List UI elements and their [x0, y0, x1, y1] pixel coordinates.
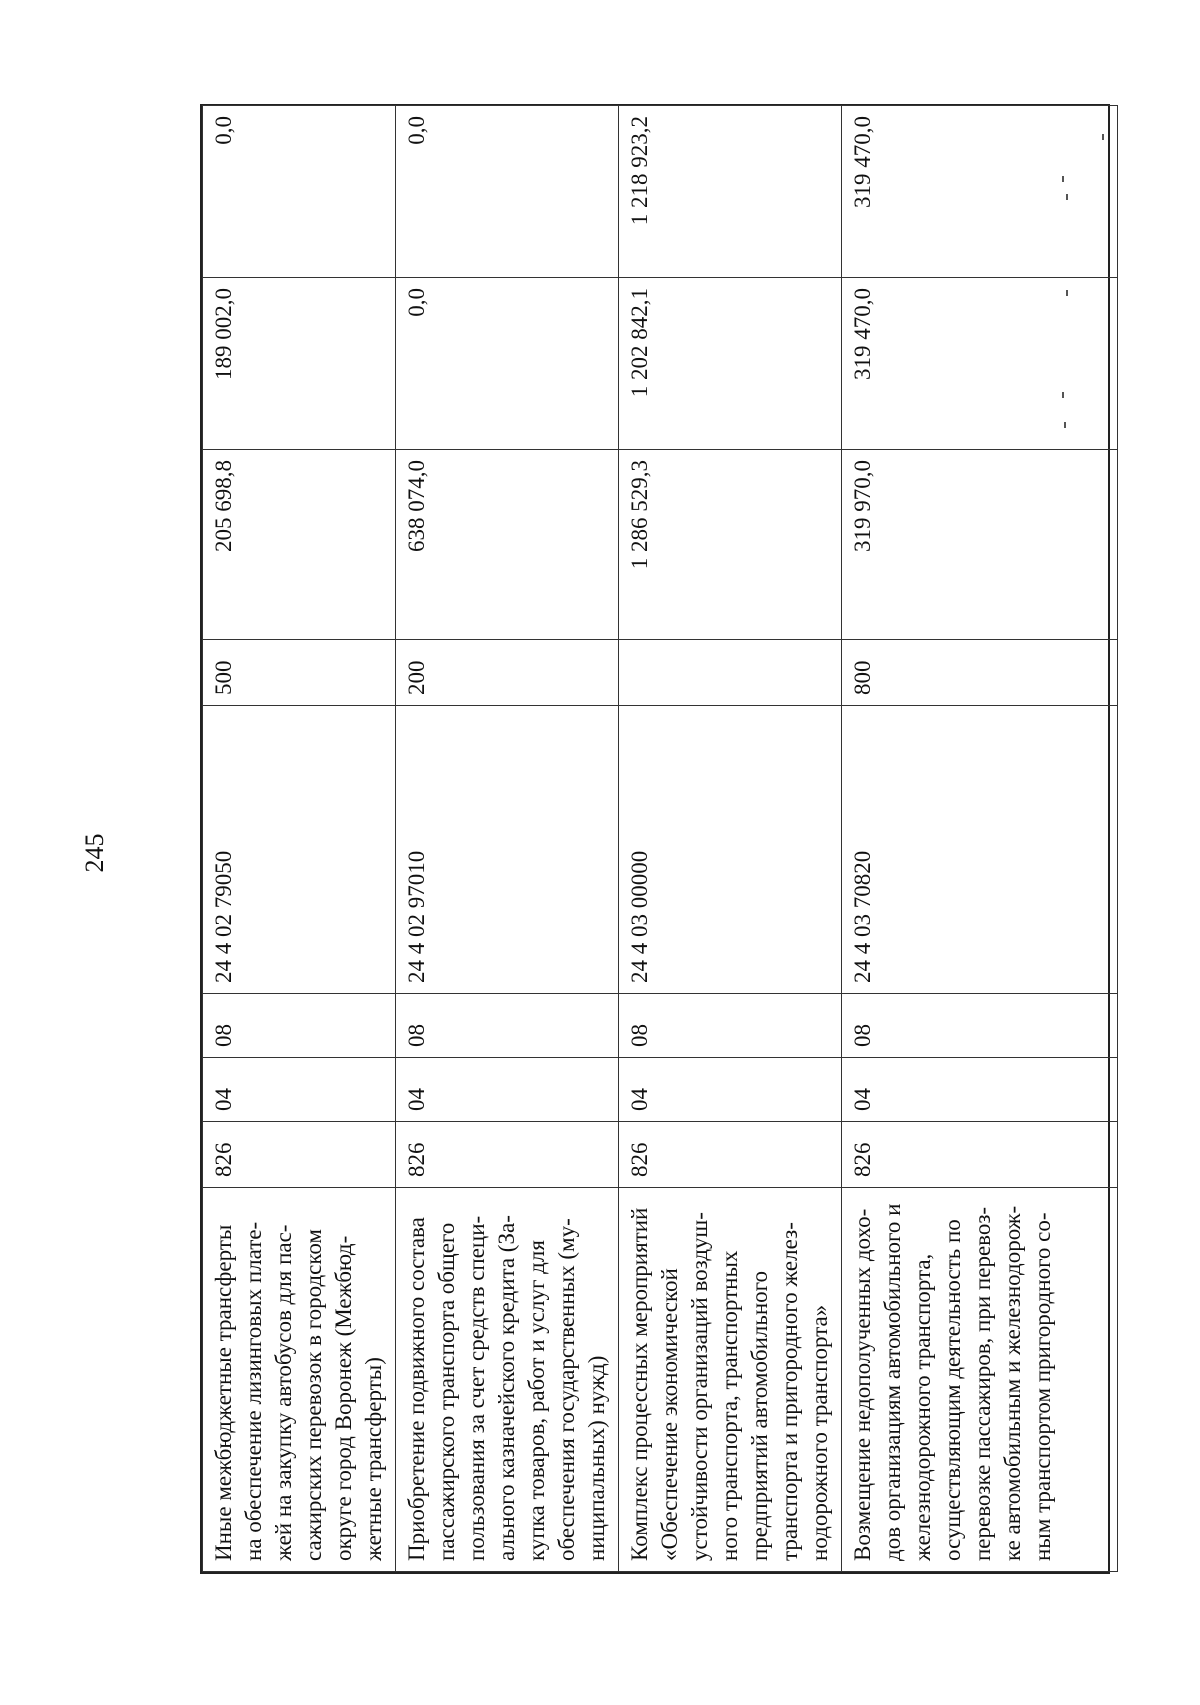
row-value-2: 319 470,0	[842, 278, 1118, 450]
row-value-1: 319 970,0	[842, 450, 1118, 640]
budget-table	[200, 104, 1110, 1574]
row-value-3: 1 218 923,2	[619, 106, 842, 278]
scan-speck	[1066, 194, 1068, 200]
row-rz-code: 04	[396, 1058, 619, 1122]
row-csr-code: 24 4 02 79050	[203, 706, 396, 994]
row-value-1: 1 286 529,3	[619, 450, 842, 640]
row-csr-code: 24 4 03 00000	[619, 706, 842, 994]
table-row	[842, 106, 1118, 1572]
row-pr-code: 08	[396, 994, 619, 1058]
table-row	[396, 106, 619, 1572]
row-name: Приобретение подвижного состава пассажирского транспорта общего пользования за счет средств специ-ального казначейского кредита (За-купка товаров, работ и услуг для обеспечения государственных (му-ниципальных) нужд)	[396, 1188, 619, 1572]
table-row	[203, 106, 396, 1572]
row-value-3: 0,0	[396, 106, 619, 278]
row-rz-code: 04	[619, 1058, 842, 1122]
table-row	[619, 106, 842, 1572]
row-value-2: 189 002,0	[203, 278, 396, 450]
scan-speck	[1064, 422, 1066, 428]
row-vr-code: 200	[396, 640, 619, 706]
row-pr-code: 08	[619, 994, 842, 1058]
row-gr-code: 826	[619, 1122, 842, 1188]
row-rz-code: 04	[842, 1058, 1118, 1122]
budget-table-grid	[202, 105, 1118, 1572]
row-value-2: 0,0	[396, 278, 619, 450]
row-value-1: 638 074,0	[396, 450, 619, 640]
row-value-3: 0,0	[203, 106, 396, 278]
row-vr-code: 500	[203, 640, 396, 706]
row-vr-code	[619, 640, 842, 706]
row-value-1: 205 698,8	[203, 450, 396, 640]
row-pr-code: 08	[842, 994, 1118, 1058]
row-gr-code: 826	[396, 1122, 619, 1188]
row-name: Возмещение недополученных дохо-дов организациям автомобильного и железнодорожного транспорта, осуществляющим деятельность по перевозке пассажиров, при перевоз-ке автомобильным и железнодорож-ным транспортом пригородного со-	[842, 1188, 1118, 1572]
scan-speck	[1062, 176, 1064, 182]
table-rotated-content	[202, 106, 1108, 1572]
row-name: Иные межбюджетные трансферты на обеспечение лизинговых плате-жей на закупку автобусов для пас-сажирских перевозок в городском округе город Воронеж (Межбюд-жетные трансферты)	[203, 1188, 396, 1572]
row-gr-code: 826	[842, 1122, 1118, 1188]
row-csr-code: 24 4 02 97010	[396, 706, 619, 994]
row-gr-code: 826	[203, 1122, 396, 1188]
row-value-3: 319 470,0	[842, 106, 1118, 278]
scan-speck	[1066, 290, 1068, 296]
scan-speck	[1062, 392, 1064, 398]
row-value-2: 1 202 842,1	[619, 278, 842, 450]
page-number: 245	[80, 833, 109, 873]
scan-speck	[1102, 134, 1104, 140]
row-rz-code: 04	[203, 1058, 396, 1122]
row-vr-code: 800	[842, 640, 1118, 706]
row-pr-code: 08	[203, 994, 396, 1058]
row-name: Комплекс процессных мероприятий «Обеспечение экономической устойчивости организаций воздуш-ного транспорта, транспортных предприятий автомобильного транспорта и пригородного желез-нодорожного транспорта»	[619, 1188, 842, 1572]
row-csr-code: 24 4 03 70820	[842, 706, 1118, 994]
